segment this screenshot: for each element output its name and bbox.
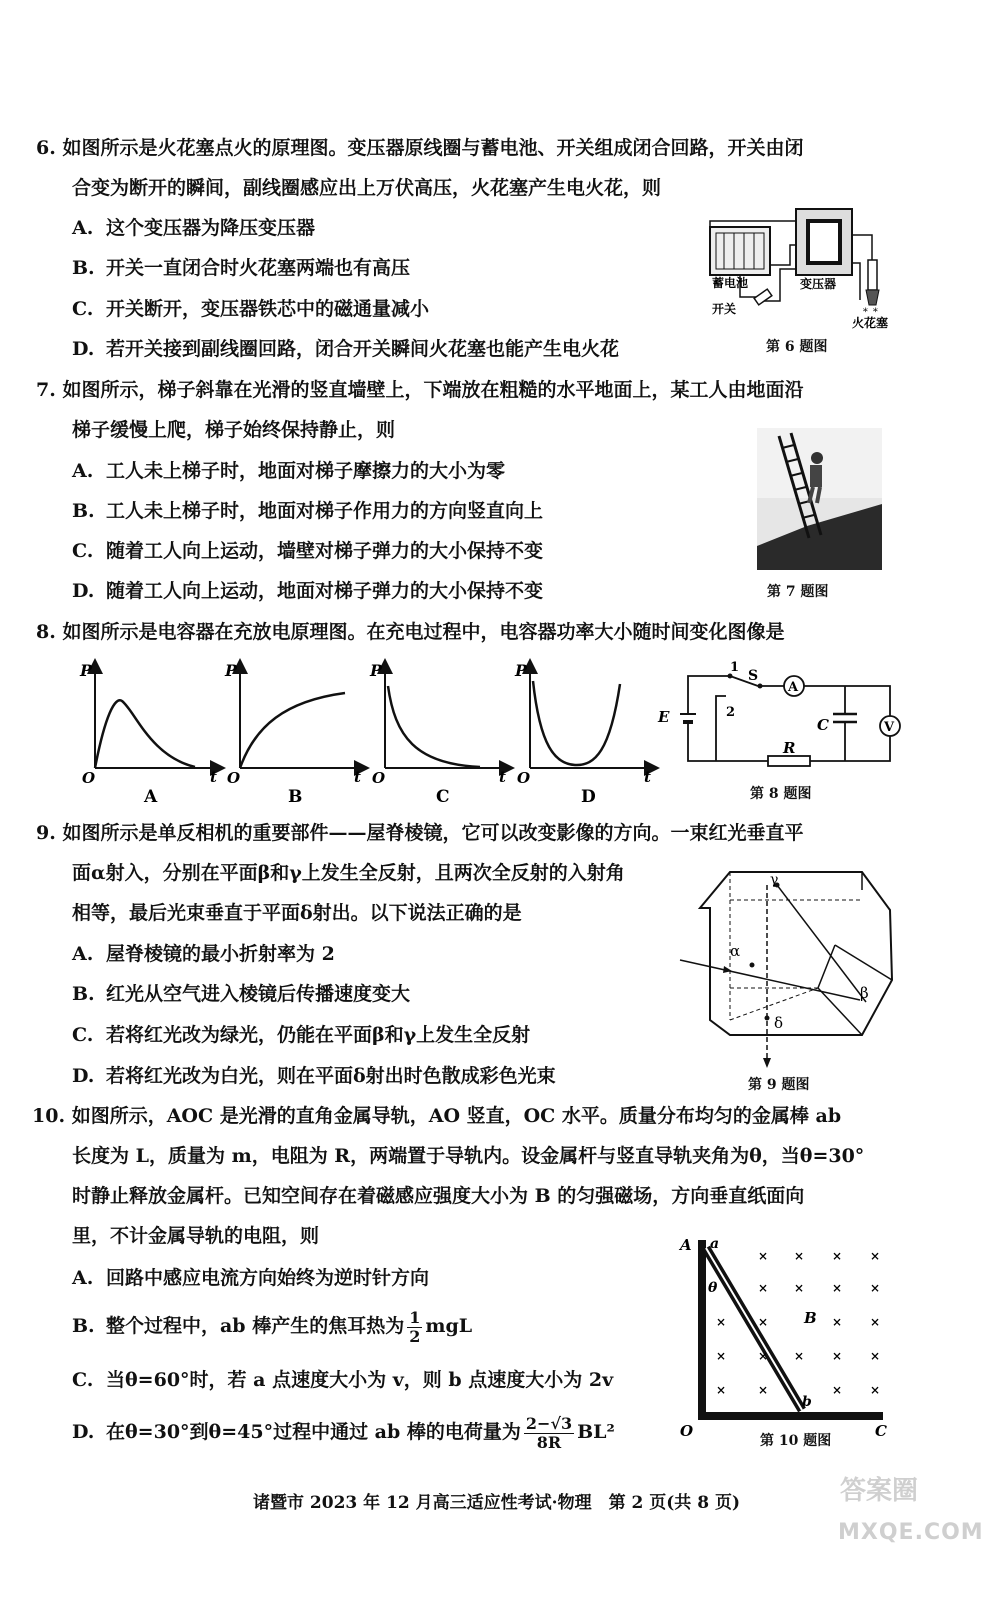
field-cross: ×	[870, 1249, 881, 1263]
q6-option-a: A. 这个变压器为降压变压器	[72, 217, 316, 239]
q6-spark-plug-figure	[700, 205, 905, 335]
field-cross: ×	[832, 1349, 843, 1363]
q8-caption: 第 8 题图	[750, 786, 812, 802]
q10-option-a: A. 回路中感应电流方向始终为逆时针方向	[72, 1267, 430, 1289]
svg-text:b: b	[802, 1394, 812, 1410]
label-battery: 蓄电池	[712, 276, 749, 290]
q7-number: 7.	[36, 379, 56, 401]
rail-ao	[698, 1240, 706, 1420]
graph-c	[369, 661, 507, 807]
svg-text:t: t	[499, 768, 506, 786]
svg-text:t: t	[210, 768, 217, 786]
label-switch: 开关	[712, 302, 737, 316]
field-cross: ×	[832, 1249, 843, 1263]
field-cross: ×	[832, 1383, 843, 1397]
battery-shape	[710, 227, 770, 275]
svg-text:P: P	[225, 661, 238, 680]
graph-b-label: B	[288, 787, 303, 807]
prism-outline	[700, 872, 892, 1035]
q6-line1	[36, 128, 803, 168]
q7-option-a: A. 工人未上梯子时，地面对梯子摩擦力的大小为零	[72, 460, 506, 482]
resistor-r	[768, 756, 810, 766]
field-cross: ×	[716, 1349, 727, 1363]
field-cross: ×	[716, 1383, 727, 1397]
svg-text:O: O	[680, 1422, 694, 1440]
fraction-half: $\frac{1}{2}$	[409, 1307, 421, 1346]
svg-text:P: P	[515, 661, 528, 680]
q7-stem-2: 梯子缓慢上爬，梯子始终保持静止，则	[72, 419, 396, 441]
field-cross: ×	[716, 1315, 727, 1329]
q8-graphs	[70, 656, 660, 808]
field-cross: ×	[870, 1315, 881, 1329]
switch-shape	[754, 289, 772, 305]
q7-option-d: D. 随着工人向上运动，地面对梯子弹力的大小保持不变	[72, 580, 544, 602]
graph-a	[79, 661, 218, 807]
field-cross: ×	[758, 1349, 769, 1363]
q10-stem-4: 里，不计金属导轨的电阻，则	[72, 1225, 320, 1247]
q9-stem-2: 面α射入，分别在平面β和γ上发生全反射，且两次全反射的入射角	[72, 862, 625, 884]
q10-stem-2: 长度为 L，质量为 m，电阻为 R，两端置于导轨内。设金属杆与竖直导轨夹角为θ，当θ=30°	[72, 1145, 865, 1167]
q8-stem-1: 如图所示是电容器在充放电原理图。在充电过程中，电容器功率大小随时间变化图像是	[62, 621, 785, 643]
field-cross: ×	[758, 1383, 769, 1397]
q10-option-d: D. 在θ=30°到θ=45°过程中通过 ab 棒的电荷量为 $\frac{2-√3}{8R}$ BL²	[72, 1413, 615, 1452]
svg-text:E: E	[658, 708, 670, 726]
rail-oc	[698, 1412, 883, 1420]
q6-caption: 第 6 题图	[766, 339, 828, 355]
svg-text:A: A	[680, 1236, 692, 1254]
svg-text:S: S	[748, 668, 759, 684]
q6-option-b: B. 开关一直闭合时火花塞两端也有高压	[72, 257, 411, 279]
field-cross: ×	[794, 1349, 805, 1363]
svg-text:O: O	[517, 769, 531, 787]
svg-text:C: C	[817, 716, 829, 734]
q6-stem-2: 合变为断开的瞬间，副线圈感应出上万伏高压，火花塞产生电火花，则	[72, 177, 662, 199]
svg-text:2: 2	[726, 705, 736, 720]
q8-circuit	[650, 658, 912, 788]
field-cross: ×	[758, 1315, 769, 1329]
svg-text:A: A	[788, 680, 799, 695]
q10-line1	[32, 1096, 841, 1136]
field-cross: ×	[794, 1249, 805, 1263]
fraction-charge: $\frac{2-√3}{8R}$	[525, 1413, 573, 1452]
svg-text:1: 1	[730, 660, 740, 675]
magnetic-field-crosses	[716, 1249, 880, 1397]
q9-caption: 第 9 题图	[748, 1077, 810, 1093]
field-cross: ×	[794, 1281, 805, 1295]
watermark-url: MXQE.COM	[838, 1520, 984, 1545]
q7-ladder-photo	[757, 428, 882, 570]
q9-line1	[36, 813, 803, 853]
field-cross: ×	[870, 1383, 881, 1397]
svg-text:a: a	[710, 1236, 720, 1252]
field-cross: ×	[832, 1281, 843, 1295]
q6-option-d: D. 若开关接到副线圈回路，闭合开关瞬间火花塞也能产生电火花	[72, 338, 620, 360]
svg-text:∗ ∗: ∗ ∗	[862, 305, 879, 316]
svg-text:O: O	[227, 769, 241, 787]
svg-text:O: O	[372, 769, 386, 787]
q10-option-b: B. 整个过程中，ab 棒产生的焦耳热为 $\frac{1}{2}$ mgL	[72, 1307, 473, 1346]
q9-number: 9.	[36, 822, 56, 844]
q10-caption: 第 10 题图	[760, 1433, 832, 1449]
field-cross: ×	[870, 1281, 881, 1295]
graph-b	[224, 661, 362, 807]
q10-number: 10.	[32, 1105, 66, 1127]
field-cross: ×	[758, 1281, 769, 1295]
label-transformer: 变压器	[800, 277, 837, 291]
label-alpha: α	[730, 942, 741, 960]
q10-stem-3: 时静止释放金属杆。已知空间存在着磁感应强度大小为 B 的匀强磁场，方向垂直纸面向	[72, 1185, 805, 1207]
svg-text:t: t	[354, 768, 361, 786]
spark-plug-shape	[868, 260, 877, 290]
svg-text:V: V	[884, 720, 895, 735]
graph-d-label: D	[581, 787, 596, 807]
q6-stem-1: 如图所示是火花塞点火的原理图。变压器原线圈与蓄电池、开关组成闭合回路，开关由闭	[62, 137, 804, 159]
q7-stem-1: 如图所示，梯子斜靠在光滑的竖直墙壁上，下端放在粗糙的水平地面上，某工人由地面沿	[62, 379, 804, 401]
q10-rail-figure	[676, 1230, 896, 1440]
graph-a-label: A	[144, 787, 158, 807]
worker-shape	[811, 452, 823, 464]
q9-option-d: D. 若将红光改为白光，则在平面δ射出时色散成彩色光束	[72, 1065, 556, 1087]
watermark-logo: 答案圈	[840, 1476, 919, 1506]
q9-option-b: B. 红光从空气进入棱镜后传播速度变大	[72, 983, 411, 1005]
svg-text:C: C	[875, 1422, 887, 1440]
q9-stem-3: 相等，最后光束垂直于平面δ射出。以下说法正确的是	[72, 902, 522, 924]
page-footer: 诸暨市 2023 年 12 月高三适应性考试·物理 第 2 页(共 8 页)	[253, 1493, 740, 1513]
q7-option-c: C. 随着工人向上运动，墙壁对梯子弹力的大小保持不变	[72, 540, 544, 562]
q6-number: 6.	[36, 137, 56, 159]
svg-text:P: P	[80, 661, 93, 680]
svg-text:O: O	[82, 769, 96, 787]
field-cross: ×	[832, 1315, 843, 1329]
q10-stem-1: 如图所示，AOC 是光滑的直角金属导轨，AO 竖直，OC 水平。质量分布均匀的金属棒 ab	[71, 1105, 842, 1127]
field-cross: ×	[758, 1249, 769, 1263]
q10-option-c: C. 当θ=60°时，若 a 点速度大小为 v，则 b 点速度大小为 2v	[72, 1369, 614, 1391]
q9-option-c: C. 若将红光改为绿光，仍能在平面β和γ上发生全反射	[72, 1024, 531, 1046]
q9-prism-figure	[670, 860, 910, 1070]
q9-stem-1: 如图所示是单反相机的重要部件——屋脊棱镜，它可以改变影像的方向。一束红光垂直平	[62, 822, 804, 844]
q6-option-c: C. 开关断开，变压器铁芯中的磁通量减小	[72, 298, 430, 320]
field-cross: ×	[870, 1349, 881, 1363]
q7-caption: 第 7 题图	[767, 584, 829, 600]
svg-text:R: R	[783, 739, 796, 757]
svg-text:P: P	[370, 661, 383, 680]
graph-d	[514, 661, 652, 807]
label-spark-plug: 火花塞	[852, 316, 889, 330]
q8-number: 8.	[36, 621, 56, 643]
svg-text:t: t	[644, 768, 651, 786]
svg-text:B: B	[804, 1309, 817, 1327]
q8-line1	[36, 612, 784, 652]
q7-option-b: B. 工人未上梯子时，地面对梯子作用力的方向竖直向上	[72, 500, 544, 522]
label-beta: β	[860, 984, 869, 1002]
q9-option-a: A. 屋脊棱镜的最小折射率为 2	[72, 943, 335, 965]
label-delta: δ	[774, 1014, 784, 1032]
label-gamma: γ	[770, 872, 779, 888]
svg-text:θ: θ	[708, 1280, 718, 1296]
q7-line1	[36, 370, 803, 410]
graph-c-label: C	[436, 787, 450, 807]
